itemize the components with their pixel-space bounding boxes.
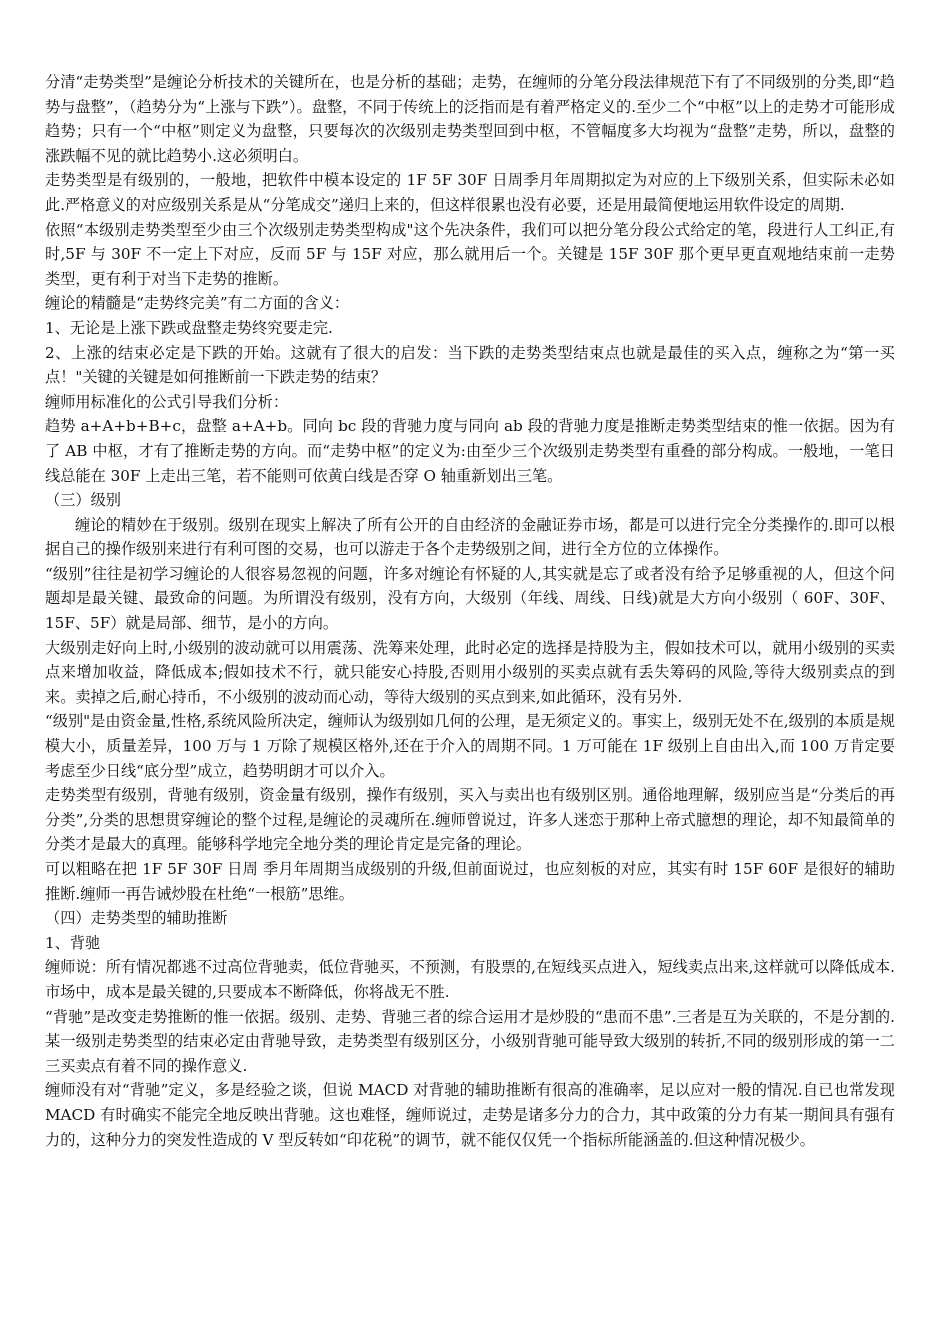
- paragraph-levels-essence: 缠论的精妙在于级别。级别在现实上解决了所有公开的自由经济的金融证券市场，都是可以进行完全分类操作的.即可以根据自己的操作级别来进行有利可图的交易，也可以游走于各个走势级别之间，进行全方位的立体操作。: [45, 515, 895, 559]
- paragraph-big-level-trend: 大级别走好向上时,小级别的波动就可以用震荡、洗筹来处理，此时必定的选择是持股为主，假如技术可以，就用小级别的买卖点来增加收益，降低成本;假如技术不行，就只能安心持股,否则用小级别的买卖点就有丢失筹码的风险,等待大级别卖点的到来。卖掉之后,耐心持币，不小级别的波动而心动，等待大级别的买点到来,如此循环，没有另外.: [45, 638, 895, 706]
- paragraph-divergence-basis: “背驰”是改变走势推断的惟一依据。级别、走势、背驰三者的综合运用才是炒股的“患而不患”.三者是互为关联的，不是分割的.某一级别走势类型的结束必定由背驰导致，走势类型有级别区分，小级别背驰可能导致大级别的转折,不同的级别形成的第一二三买卖点有着不同的操作意义.: [45, 1007, 895, 1075]
- paragraph-classification: 走势类型有级别，背驰有级别，资金量有级别，操作有级别，买入与卖出也有级别区别。通俗地理解，级别应当是“分类后的再分类”,分类的思想贯穿缠论的整个过程,是缠论的灵魂所在.缠师曾说过，许多人迷恋于那种上帝式臆想的理论，却不知最简单的分类才是最大的真理。能够科学地完全地分类的理论肯定是完备的理论。: [45, 786, 895, 854]
- section-heading-auxiliary: （四）走势类型的辅助推断: [45, 909, 228, 928]
- paragraph-formula-intro: 缠师用标准化的公式引导我们分析：: [45, 392, 288, 411]
- section-heading-levels: （三）级别: [45, 491, 121, 510]
- paragraph-essence: 缠论的精髓是“走势终完美”有二方面的含义：: [45, 294, 350, 313]
- paragraph-formula: 趋势 a+A+b+B+c，盘整 a+A+b。同向 bc 段的背驰力度与同向 ab 段的背驰力度是推断走势类型结束的惟一依据。因为有了 AB 中枢，才有了推断走势的方向。而“走势中枢”的定义为:由至少三个次级别走势类型有重叠的部分构成。一般地，一笔日线总能在 30F 上走出三笔，若不能则可依黄白线是否穿 O 轴重新划出三笔。: [45, 417, 895, 485]
- subheading-divergence: 1、背驰: [45, 933, 101, 952]
- paragraph-level-upgrade: 可以粗略在把 1F 5F 30F 日周 季月年周期当成级别的升级,但前面说过，也应刻板的对应，其实有时 15F 60F 是很好的辅助推断.缠师一再告诫炒股在杜绝“一根筋”思维。: [45, 860, 895, 903]
- paragraph-level-definition: “级别"是由资金量,性格,系统风险所决定，缠师认为级别如几何的公理，是无须定义的。事实上，级别无处不在,级别的本质是规模大小，质量差异，100 万与 1 万除了规模区格外,还在于介入的周期不同。1 万可能在 1F 级别上自由出入,而 100 万肯定要考虑至少日线“底分型”成立，趋势明朗才可以介入。: [45, 712, 895, 780]
- paragraph-three-sublevels: 依照“本级别走势类型至少由三个次级别走势类型构成"这个先决条件，我们可以把分笔分段公式给定的笔，段进行人工纠正,有时,5F 与 30F 不一定上下对应，反而 5F 与 15F 对应，那么就用后一个。关键是 15F 30F 那个更早更直观地结束前一走势类型，更有利于对当下走势的推断。: [45, 220, 895, 288]
- paragraph-trend-levels: 走势类型是有级别的，一般地，把软件中模本设定的 1F 5F 30F 日周季月年周期拟定为对应的上下级别关系，但实际未必如此.严格意义的对应级别关系是从“分笔成交”递归上来的，但这样很累也没有必要，还是用最简便地运用软件设定的周期.: [45, 171, 895, 214]
- paragraph-levels-neglected: “级别”往往是初学习缠论的人很容易忽视的问题，许多对缠论有怀疑的人,其实就是忘了或者没有给予足够重视的人，但这个问题却是最关键、最致命的问题。为所谓没有级别，没有方向，大级别（年线、周线、日线)就是大方向小级别（ 60F、30F、15F、5F）就是局部、细节，是小的方向。: [45, 564, 895, 633]
- paragraph-point-1: 1、无论是上涨下跌或盘整走势终究要走完.: [45, 318, 333, 337]
- paragraph-trend-type-intro: 分清“走势类型”是缠论分析技术的关键所在，也是分析的基础；走势，在缠师的分笔分段法律规范下有了不同级别的分类,即“趋势与盘整”，（趋势分为“上涨与下跌”）。盘整，不同于传统上的泛指而是有着严格定义的.至少二个“中枢”以上的走势才可能形成趋势；只有一个“中枢”则定义为盘整，只要每次的次级别走势类型回到中枢，不管幅度多大均视为“盘整”走势，所以，盘整的涨跌幅不见的就比趋势小.这必须明白。: [45, 73, 895, 165]
- paragraph-macd: 缠师没有对“背驰”定义，多是经验之谈，但说 MACD 对背驰的辅助推断有很高的准确率，足以应对一般的情况.自已也常发现 MACD 有时确实不能完全地反映出背驰。这也难怪，缠师说过，走势是诸多分力的合力，其中政策的分力有某一期间具有强有力的，这种分力的突发性造成的 V 型反转如“印花税”的调节，就不能仅仅凭一个指标所能涵盖的.但这种情况极少。: [45, 1081, 895, 1149]
- paragraph-point-2: 2、上涨的结束必定是下跌的开始。这就有了很大的启发：当下跌的走势类型结束点也就是最佳的买入点，缠称之为“第一买点！"关键的关键是如何推断前一下跌走势的结束？: [45, 343, 895, 387]
- paragraph-divergence-quote: 缠师说：所有情况都逃不过高位背驰卖，低位背驰买，不预测，有股票的,在短线买点进入，短线卖点出来,这样就可以降低成本.市场中，成本是最关键的,只要成本不断降低，你将战无不胜.: [45, 958, 895, 1001]
